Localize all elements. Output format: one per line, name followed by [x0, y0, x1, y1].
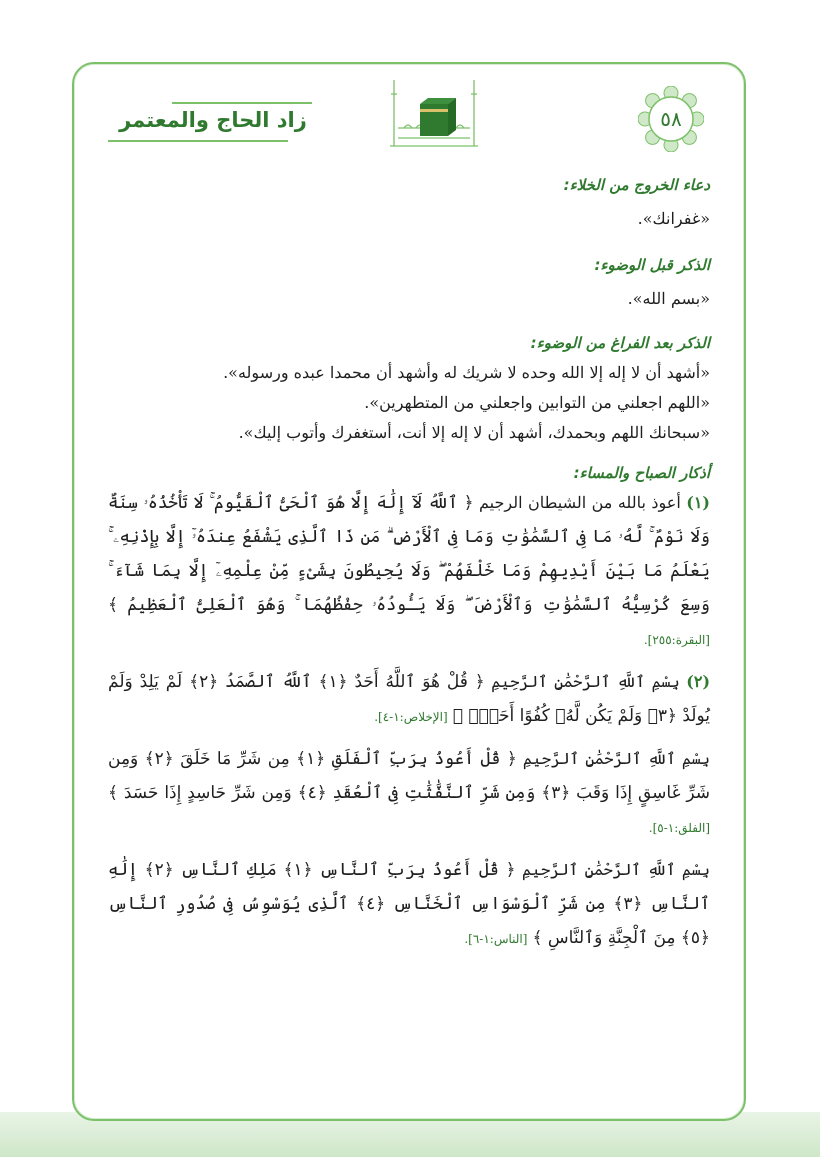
title-ornament-line [172, 102, 312, 104]
section-title: أذكار الصباح والمساء: [573, 464, 710, 482]
section-title: الذكر قبل الوضوء: [594, 256, 710, 274]
quran-text: ﴿ قُلْ أَعُوذُ بِرَبِّ ٱلنَّاسِ ﴿١﴾ مَلِكِ ٱلنَّاسِ ﴿٢﴾ إِلَٰهِ ٱلنَّاسِ ﴿٣﴾ مِن شَرِّ ٱلْوَسْوَاسِ ٱلْخَنَّاسِ ﴿٤﴾ ٱلَّذِى يُوَسْوِسُ فِى صُدُورِ ٱلنَّاسِ ﴿٥﴾ مِنَ ٱلْجِنَّةِ وَٱلنَّاسِ ﴾ [108, 860, 710, 948]
dhikr-an-nas [108, 853, 710, 956]
quran-text: ﴿ ٱللَّهُ لَآ إِلَٰهَ إِلَّا هُوَ ٱلْحَىُّ ٱلْقَيُّومُ ۚ لَا تَأْخُذُهُۥ سِنَةٌ وَلَا نَوْمٌ ۚ لَّهُۥ مَا فِى ٱلسَّمَٰوَٰتِ وَمَا فِى ٱلْأَرْضِ ۗ مَن ذَا ٱلَّذِى يَشْفَعُ عِندَهُۥٓ إِلَّا بِإِذْنِهِۦ ۚ يَعْلَمُ مَا بَيْنَ أَيْدِيهِمْ وَمَا خَلْفَهُمْ ۖ وَلَا يُحِيطُونَ بِشَىْءٍ مِّنْ عِلْمِهِۦٓ إِلَّا بِمَا شَآءَ ۚ وَسِعَ كُرْسِيُّهُ ٱلسَّمَٰوَٰتِ وَٱلْأَرْضَ ۖ وَلَا يَـُٔودُهُۥ حِفْظُهُمَا ۚ وَهُوَ ٱلْعَلِىُّ ٱلْعَظِيمُ ﴾ [108, 493, 710, 615]
quran-reference: [الفلق:١-٥]. [648, 821, 710, 835]
quran-reference: [الناس:١-٦]. [464, 932, 528, 946]
quran-reference: [الإخلاص:١-٤]. [374, 710, 448, 724]
dhikr-al-falaq [108, 742, 710, 845]
basmala: بِسْمِ ٱللَّهِ ٱلرَّحْمَٰنِ ٱلرَّحِيمِ [522, 749, 711, 768]
dua-text: «بسم الله». [627, 289, 710, 308]
book-title: زاد الحاج والمعتمر [119, 108, 307, 132]
page-number: ٥٨ [660, 107, 682, 131]
section-title: الذكر بعد الفراغ من الوضوء: [530, 334, 710, 352]
section-toilet-exit [108, 176, 710, 234]
dhikr-al-ikhlas [108, 665, 710, 734]
kaaba-mosque-icon [384, 76, 484, 148]
dua-text: «سبحانك اللهم وبحمدك، أشهد أن لا إله إلا أنت، أستغفرك وأتوب إليك». [238, 423, 710, 442]
dhikr-ayat-al-kursi [108, 486, 710, 657]
section-before-wudu [108, 256, 710, 314]
quran-reference: [البقرة:٢٥٥]. [643, 633, 710, 647]
basmala: بِسْمِ ٱللَّهِ ٱلرَّحْمَٰنِ ٱلرَّحِيمِ [491, 672, 680, 691]
section-title: دعاء الخروج من الخلاء: [563, 176, 710, 194]
dua-text: «غفرانك». [637, 209, 710, 228]
page-header [72, 62, 742, 172]
quran-text: ﴿ قُلْ هُوَ ٱللَّهُ أَحَدٌ ﴿١﴾ ٱللَّهُ ٱلصَّمَدُ ﴿٢﴾ لَمْ يَلِدْ وَلَمْ يُولَدْ ﴿٣﴾ وَلَمْ يَكُن لَّهُۥ كُفُوًا أَحَدٌۢ ﴾ [108, 672, 710, 726]
dhikr-number: (٢) [686, 672, 711, 691]
dhikr-intro: أعوذ بالله من الشيطان الرجيم [479, 493, 681, 512]
page-number-badge [638, 86, 704, 152]
dhikr-number: (١) [686, 493, 710, 512]
section-after-wudu [108, 334, 710, 448]
page-content [108, 176, 710, 956]
dua-text: «اللهم اجعلني من التوابين واجعلني من المتطهرين». [364, 393, 710, 412]
quran-text: ﴿ قُلْ أَعُوذُ بِرَبِّ ٱلْفَلَقِ ﴿١﴾ مِن شَرِّ مَا خَلَقَ ﴿٢﴾ وَمِن شَرِّ غَاسِقٍ إِذَا وَقَبَ ﴿٣﴾ وَمِن شَرِّ ٱلنَّفَّٰثَٰتِ فِى ٱلْعُقَدِ ﴿٤﴾ وَمِن شَرِّ حَاسِدٍ إِذَا حَسَدَ ﴾ [108, 749, 710, 803]
dua-text: «أشهد أن لا إله إلا الله وحده لا شريك له وأشهد أن محمدا عبده ورسوله». [223, 363, 710, 382]
title-underline [108, 140, 288, 142]
basmala: بِسْمِ ٱللَّهِ ٱلرَّحْمَٰنِ ٱلرَّحِيمِ [522, 860, 710, 879]
section-morning-evening [108, 464, 710, 956]
